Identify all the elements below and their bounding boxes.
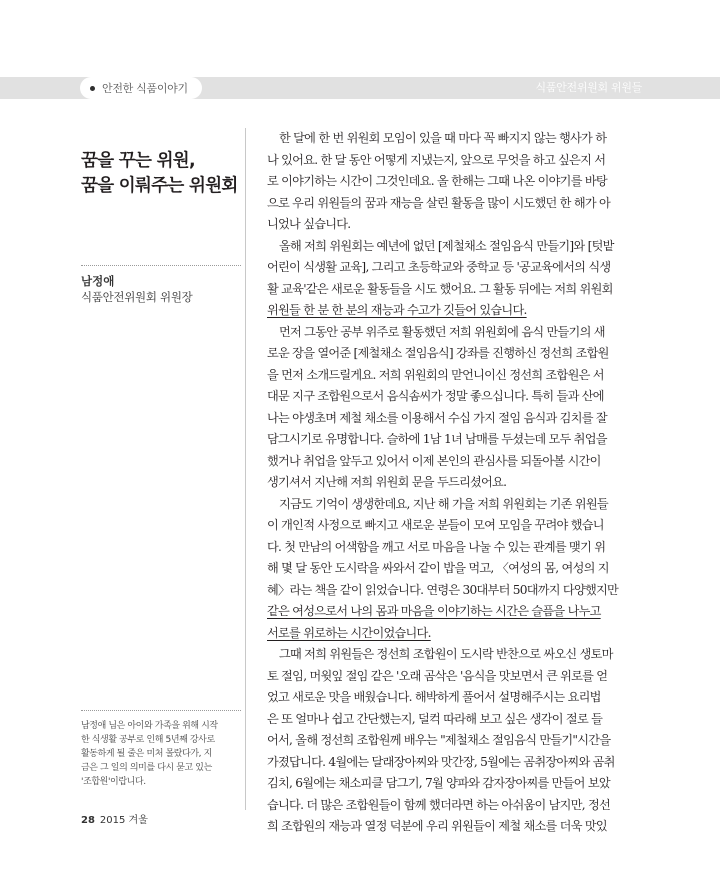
author-note-line: 금은 그 일의 의미를 다시 묻고 있는	[81, 763, 212, 773]
body-line: 김치, 6월에는 채소피클 담그기, 7월 양파와 감자장아찌를 만들어 보았	[267, 776, 610, 790]
body-line: 니었나 싶습니다.	[267, 217, 351, 231]
body-line: 이 개인적 사정으로 빠지고 새로운 분들이 모여 모임을 꾸려야 했습니	[267, 518, 604, 532]
issue-label: 2015 겨울	[99, 815, 148, 826]
body-line: 해 몇 달 동안 도시락을 싸와서 같이 밥을 먹고, 〈여성의 몸, 여성의 지	[267, 561, 609, 575]
body-line: 습니다. 더 많은 조합원들이 함께 했더라면 하는 아쉬움이 남지만, 정선	[267, 797, 611, 812]
page-number: 28	[81, 815, 95, 826]
body-line: 담그시기로 유명합니다. 슬하에 1남 1녀 남매를 두셨는데 모두 취업을	[267, 432, 607, 446]
body-line: 생기셔서 지난해 저희 위원회 문을 두드리셨어요.	[267, 475, 507, 489]
section-label: 안전한 식품이야기	[102, 82, 188, 95]
author-name: 남정애	[81, 274, 115, 288]
body-line: 로운 장을 열어준 [제철채소 절임음식] 강좌를 진행하신 정선희 조합원	[267, 346, 609, 360]
body-line: 가졌답니다. 4월에는 달래장아찌와 맛간장, 5월에는 곰취장아찌와 곰취	[267, 754, 615, 769]
body-line: 한 달에 한 번 위원회 모임이 있을 때 마다 꼭 빠지지 않는 행사가 하	[279, 131, 607, 145]
body-line: 먼저 그동안 공부 위주로 활동했던 저희 위원회에 음식 만들기의 새	[279, 324, 605, 339]
body-line: 다. 첫 만남의 어색함을 깨고 서로 마음을 나눌 수 있는 관계를 맺기 위	[267, 539, 606, 554]
body-line: 토 절임, 머윗잎 절임 같은 '오래 곰삭은 '음식을 맛보면서 큰 위로를 얻	[267, 668, 608, 683]
note-separator	[81, 710, 241, 711]
author-note	[81, 719, 241, 789]
article-body	[267, 128, 647, 838]
body-line: 활 교육'같은 새로운 활동들을 시도 했어요. 그 활동 뒤에는 저희 위원회	[267, 281, 613, 296]
author-note-line: 남정애 님은 아이와 가족을 위해 시작	[81, 721, 218, 731]
article-title-line: 꿈을 이뤄주는 위원회	[81, 176, 238, 196]
article-title-line: 꿈을 꾸는 위원,	[81, 151, 195, 171]
body-line: 어린이 식생활 교육], 그리고 초등학교와 중학교 등 '공교육에서의 식생	[267, 260, 611, 274]
body-line: 었고 새로운 맛을 배웠습니다. 해박하게 풀어서 설명해주시는 요리법	[267, 690, 601, 704]
author-separator	[81, 265, 241, 266]
body-line: 대문 지구 조합원으로서 음식솜씨가 정말 좋으십니다. 특히 들과 산에	[267, 389, 604, 403]
body-line: 은 또 얼마나 쉽고 간단했는지, 덜컥 따라해 보고 싶은 생각이 절로 들	[267, 711, 603, 726]
section-label-pill	[80, 77, 202, 99]
author-note-line: '조합원'이랍니다.	[81, 777, 146, 787]
body-line: 나 있어요. 한 달 동안 어떻게 지냈는지, 앞으로 무엇을 하고 싶은지 서	[267, 152, 606, 167]
body-line: 어서, 올해 정선희 조합원께 배우는 "제철채소 절임음식 만들기"시간을	[267, 733, 611, 747]
page-footer	[81, 811, 148, 826]
body-line: 그때 저희 위원들은 정선희 조합원이 도시락 반찬으로 싸오신 생토마	[279, 647, 613, 661]
body-line: 으로 우리 위원들의 꿈과 재능을 살린 활동을 많이 시도했던 한 해가 아	[267, 195, 611, 210]
body-line-underlined: 위원들 한 분 한 분의 재능과 수고가 깃들어 있습니다.	[267, 303, 527, 317]
body-line: 혜〉라는 책을 같이 읽었습니다. 연령은 30대부터 50대까지 다양했지만	[267, 582, 619, 597]
author-role: 식품안전위원회 위원장	[81, 290, 193, 304]
author-note-line: 한 식생활 공부로 인해 5년째 강사로	[81, 735, 215, 745]
bullet-dot-icon	[90, 86, 95, 91]
body-line: 로 이야기하는 시간이 그것인데요. 올 한해는 그때 나온 이야기를 바탕	[267, 174, 607, 188]
body-line-underlined: 같은 여성으로서 나의 몸과 마음을 이야기하는 시간은 슬픔을 나누고	[267, 604, 601, 618]
body-line-underlined: 서로를 위로하는 시간이었습니다.	[267, 625, 431, 640]
body-line: 올해 저희 위원회는 예년에 없던 [제철채소 절임음식 만들기]와 [텃밭	[279, 238, 614, 253]
column-divider	[245, 128, 246, 810]
body-line: 희 조합원의 재능과 열정 덕분에 우리 위원들이 제철 채소를 더욱 맛있	[267, 819, 607, 833]
body-line: 지금도 기억이 생생한데요, 지난 해 가을 저희 위원회는 기존 위원들	[279, 496, 608, 511]
body-line: 나는 야생초며 제철 채소를 이용해서 수십 가지 절임 음식과 김치를 잘	[267, 410, 607, 425]
article-title	[81, 149, 241, 199]
running-header: 식품안전위원회 위원들	[535, 81, 642, 94]
body-line: 을 먼저 소개드릴게요. 저희 위원회의 맏언니이신 정선희 조합원은 서	[267, 367, 604, 382]
author-note-line: 활동하게 될 줄은 미처 몰랐다가, 지	[81, 749, 212, 759]
body-line: 했거나 취업을 앞두고 있어서 이제 본인의 관심사를 되돌아볼 시간이	[267, 453, 601, 468]
